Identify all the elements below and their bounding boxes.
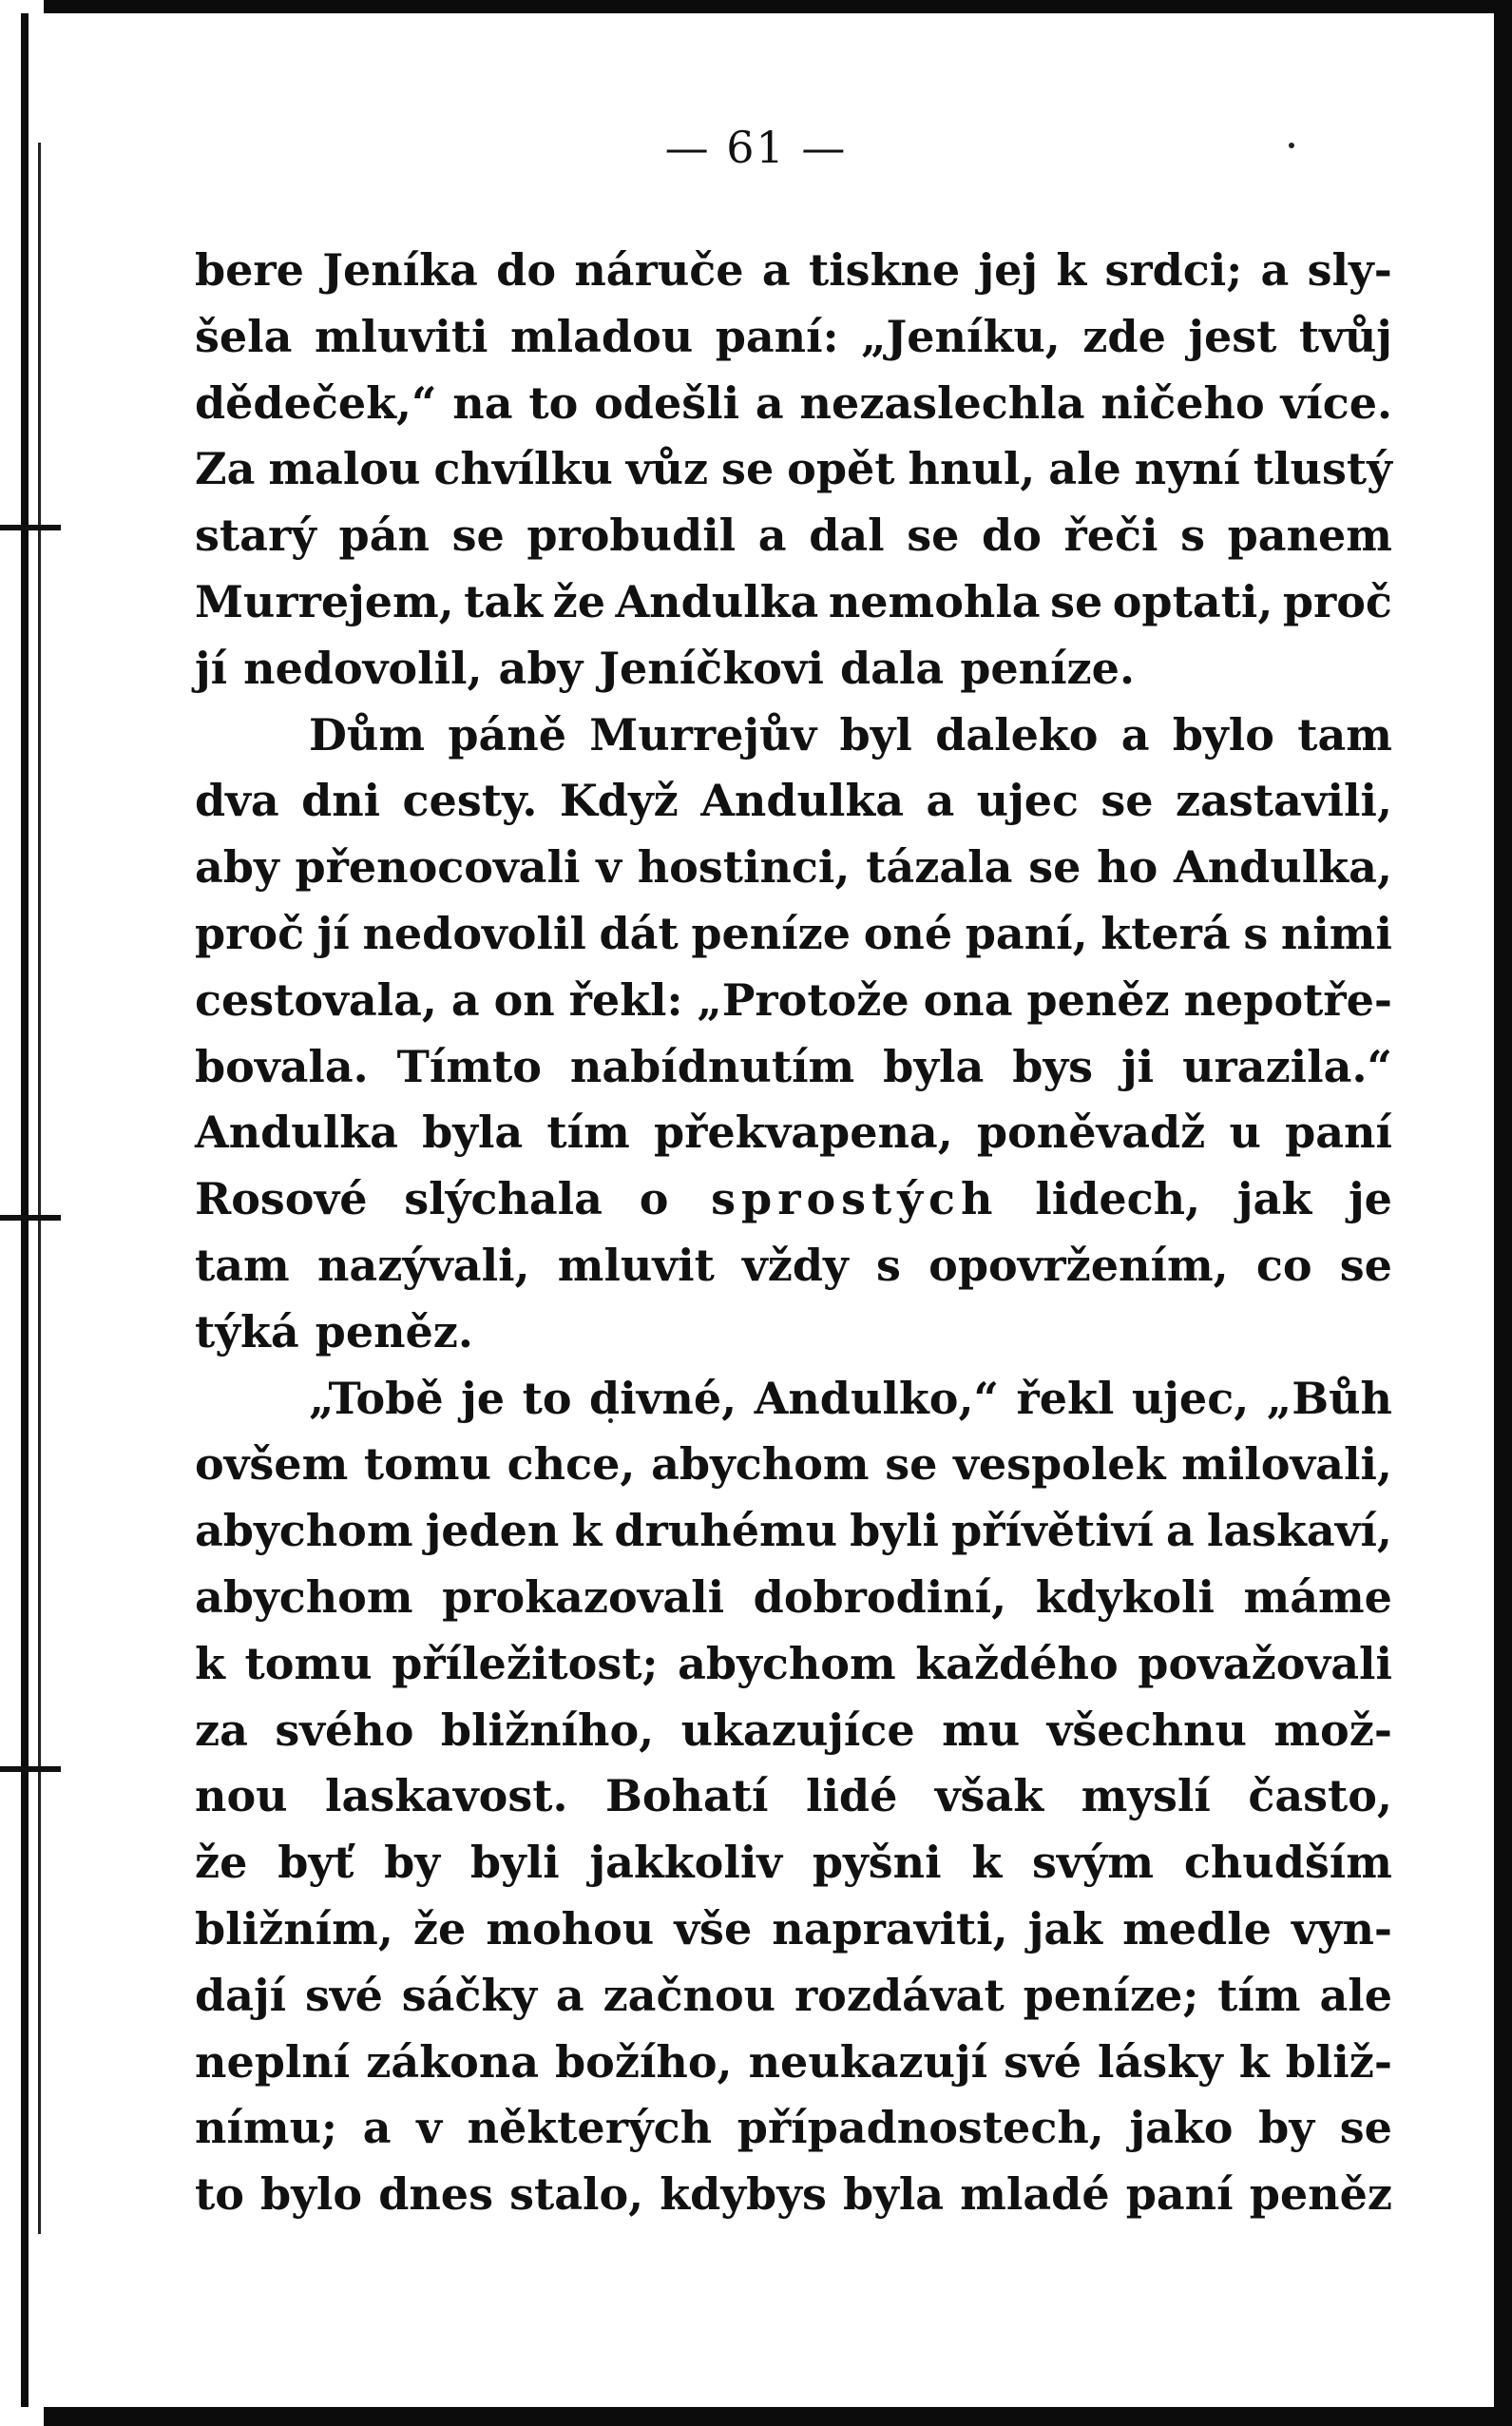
word: divné,: [589, 1372, 737, 1424]
word: Murrejův: [589, 708, 817, 761]
word: bys: [1012, 1040, 1094, 1092]
word: bere: [195, 244, 304, 296]
word: mluviti: [314, 310, 488, 362]
word: svým: [1032, 1837, 1155, 1889]
word: je: [461, 1372, 506, 1424]
word: tlustý: [1253, 443, 1392, 495]
word: chvílku: [433, 443, 613, 495]
word: nabídnutím: [569, 1040, 855, 1092]
word: on: [493, 973, 555, 1026]
word: s: [876, 1239, 901, 1291]
word: božího,: [554, 2035, 733, 2088]
word: byla: [422, 1107, 524, 1159]
word: nimi: [1280, 907, 1392, 959]
word: máme: [1243, 1570, 1392, 1623]
word: zákona: [366, 2035, 539, 2088]
word: paní,: [965, 907, 1088, 959]
word: kdykoli: [1035, 1570, 1215, 1623]
word: dni: [301, 775, 381, 827]
word: dala: [839, 642, 945, 694]
word: a: [761, 244, 791, 296]
word: přenocovali: [295, 841, 581, 894]
word: slýchala: [404, 1173, 603, 1225]
word: vyn-: [1292, 1902, 1392, 1954]
text-line: [195, 1300, 1392, 1366]
word: nemohla: [828, 575, 1041, 627]
word: Tímto: [396, 1040, 542, 1092]
word: Za: [195, 443, 256, 495]
text-line: [195, 1166, 1392, 1233]
word: že: [552, 575, 605, 627]
word: odešli: [594, 376, 740, 429]
word: cesty.: [402, 775, 538, 827]
word: bylo: [1172, 708, 1274, 761]
word: proč: [195, 907, 305, 959]
word: nezaslechla: [799, 376, 1085, 429]
word: oné: [863, 907, 953, 959]
text-line: [195, 1100, 1392, 1166]
word: byli: [469, 1837, 560, 1889]
word: jakkoliv: [589, 1837, 783, 1889]
word: tam: [195, 1239, 290, 1291]
word: srdci;: [1104, 244, 1243, 296]
word: Andulka,: [1174, 841, 1392, 894]
word: peníze;: [1023, 1969, 1199, 2021]
word: chce,: [507, 1438, 636, 1491]
word: přívětiví: [951, 1505, 1154, 1557]
text-line: [195, 436, 1392, 503]
word: Bohatí: [604, 1770, 769, 1822]
text-line: [195, 1034, 1392, 1101]
word: tiskne: [808, 244, 961, 296]
text-line: [195, 768, 1392, 835]
word: a: [362, 2102, 392, 2154]
word: o: [639, 1173, 675, 1225]
text-line: [195, 238, 1392, 304]
word: Dům: [309, 708, 426, 761]
word: byli: [850, 1505, 940, 1557]
text-line: [195, 1366, 1392, 1433]
word: milovali,: [1181, 1438, 1392, 1491]
word: probudil: [526, 510, 737, 562]
word: jí: [195, 642, 228, 694]
word: Když: [559, 775, 679, 827]
binding-mark: [0, 1215, 61, 1221]
word: lásky: [1097, 2035, 1223, 2088]
word: co: [1255, 1239, 1312, 1291]
word: s: [1180, 510, 1206, 562]
word: ukazujíce: [680, 1704, 915, 1756]
word: však: [934, 1770, 1044, 1822]
word: ujec: [976, 775, 1080, 827]
word: vše: [674, 1902, 753, 1954]
text-line: [195, 1897, 1392, 1963]
word: že: [412, 1902, 467, 1954]
word: mohou: [486, 1902, 655, 1954]
word: hostinci,: [637, 841, 851, 894]
word: a: [555, 1969, 584, 2021]
word: ničeho: [1101, 376, 1265, 429]
word: abychom: [195, 1505, 413, 1557]
text-line: [195, 1763, 1392, 1830]
word: bovala.: [195, 1040, 369, 1092]
word: a: [1120, 708, 1150, 761]
word: ona: [923, 973, 1013, 1026]
word: šela: [195, 310, 293, 362]
word: cestovala,: [195, 973, 437, 1026]
text-line: [195, 901, 1392, 968]
word: by: [1258, 2102, 1315, 2154]
word: bližního,: [440, 1704, 655, 1756]
word: kdybys: [660, 2168, 827, 2221]
word: že: [195, 1837, 248, 1889]
word: laskavost.: [325, 1770, 568, 1822]
word: ale: [1319, 1969, 1392, 2021]
word: druhému: [614, 1505, 838, 1557]
word: bylo: [260, 2168, 363, 2221]
word: nedovolil,: [243, 642, 483, 694]
word: dát: [599, 907, 679, 959]
word: „Bůh: [1266, 1372, 1392, 1424]
text-line: [195, 1498, 1392, 1565]
word: mluvit: [557, 1239, 715, 1291]
text-line: [195, 2162, 1392, 2228]
word: dal: [809, 510, 885, 562]
word: zastavili,: [1175, 775, 1392, 827]
text-line: [195, 1698, 1392, 1764]
word: medle: [1122, 1902, 1272, 1954]
word: rozdávat: [794, 1969, 1005, 2021]
word: vůz: [625, 443, 709, 495]
word: nímu;: [195, 2102, 338, 2154]
word: a: [1165, 1505, 1195, 1557]
word: začnou: [603, 1969, 776, 2021]
page-number: — 61 —: [664, 122, 848, 173]
word: „Tobě: [309, 1372, 444, 1424]
word: poněvadž: [976, 1107, 1206, 1159]
word: náruče: [574, 244, 744, 296]
word: je: [1349, 1173, 1392, 1225]
word: byla: [883, 1040, 985, 1092]
word: k: [195, 1637, 225, 1689]
word: dají: [195, 1969, 287, 2021]
word: týká: [195, 1305, 299, 1357]
binding-mark: [0, 1766, 61, 1772]
word: opět: [787, 443, 895, 495]
text-line: [195, 569, 1392, 636]
word: mladé: [960, 2168, 1110, 2221]
text-line: [195, 371, 1392, 437]
word: jest: [1188, 310, 1277, 362]
word: dobrodiní,: [753, 1570, 1007, 1623]
word: Andulka: [700, 775, 905, 827]
text-line: [195, 1631, 1392, 1698]
word: zde: [1082, 310, 1166, 362]
word: napraviti,: [772, 1902, 1008, 1954]
word: neplní: [195, 2035, 351, 2088]
word: více.: [1280, 376, 1392, 429]
word: do: [982, 510, 1042, 562]
word: „Jeníku,: [861, 310, 1061, 362]
word: příležitost;: [392, 1637, 659, 1689]
word: a: [450, 973, 480, 1026]
word: tázala: [866, 841, 1013, 894]
word: a: [757, 510, 787, 562]
text-line: [195, 968, 1392, 1034]
word: v: [596, 841, 622, 894]
word: Jeníčkovi: [599, 642, 824, 694]
text-line: [195, 2030, 1392, 2096]
word: řekl: [1016, 1372, 1115, 1424]
word: každého: [915, 1637, 1119, 1689]
word: stalo,: [509, 2168, 644, 2221]
word: nazývali,: [316, 1239, 530, 1291]
word: aby: [195, 841, 279, 894]
word: nou: [195, 1770, 288, 1822]
word: byť: [278, 1837, 354, 1889]
word: s: [1243, 907, 1269, 959]
word: sly-: [1307, 244, 1392, 296]
text-line: [195, 636, 1392, 703]
word: panem: [1227, 510, 1392, 562]
word: k: [571, 1505, 603, 1557]
text-line: [195, 304, 1392, 371]
word: svého: [275, 1704, 414, 1756]
word: se: [1050, 575, 1103, 627]
word: své: [304, 1969, 383, 2021]
word: to: [522, 1372, 572, 1424]
word: bližním,: [195, 1902, 393, 1954]
word: nyní: [1134, 443, 1240, 495]
word: tvůj: [1298, 310, 1392, 362]
word: opovržením,: [928, 1239, 1229, 1291]
scan-border-right: [1494, 0, 1512, 2426]
word: do: [496, 244, 557, 296]
word: některých: [467, 2102, 713, 2154]
word: mu: [942, 1704, 1021, 1756]
word: aby: [498, 642, 584, 694]
text-line: [195, 503, 1392, 569]
word: laskaví,: [1206, 1505, 1392, 1557]
word: to: [195, 2168, 244, 2221]
word: často,: [1248, 1770, 1392, 1822]
word: Andulko,“: [754, 1372, 999, 1424]
word: řekl:: [568, 973, 683, 1026]
text-line: [195, 1432, 1392, 1498]
text-line: [195, 1233, 1392, 1300]
word: páně: [448, 708, 566, 761]
word: se: [1339, 1239, 1392, 1291]
word: za: [195, 1704, 248, 1756]
word: mladou: [509, 310, 694, 362]
text-line: [195, 1565, 1392, 1631]
word: abychom: [651, 1438, 870, 1491]
word: jak: [1236, 1173, 1312, 1225]
text-line: [195, 2095, 1392, 2162]
binding-inner-rule: [38, 143, 41, 2234]
word: tak: [464, 575, 544, 627]
word: vespolek: [953, 1438, 1166, 1491]
word: se: [907, 510, 960, 562]
word: všechnu: [1046, 1704, 1247, 1756]
word: řeči: [1063, 510, 1158, 562]
word: se: [885, 1438, 938, 1491]
word: peněz.: [315, 1305, 473, 1357]
binding-mark: [0, 525, 61, 530]
word: „Protože: [697, 973, 909, 1026]
word: jeden: [425, 1505, 560, 1557]
word: tím: [546, 1107, 630, 1159]
word: své: [1004, 2035, 1081, 2088]
word: lidé: [805, 1770, 898, 1822]
word: jej: [978, 244, 1039, 296]
word: bliž-: [1285, 2035, 1392, 2088]
word: to: [528, 376, 579, 429]
word: starý: [195, 510, 316, 562]
word: která: [1101, 907, 1231, 959]
word: Andulka: [195, 1107, 398, 1159]
scan-border-bottom: [0, 2407, 1512, 2426]
word: se: [451, 510, 505, 562]
word: paní:: [715, 310, 839, 362]
word: k: [1056, 244, 1087, 296]
word: Andulka: [615, 575, 819, 627]
word: daleko: [935, 708, 1099, 761]
word: k: [971, 1837, 1003, 1889]
word: a: [1260, 244, 1290, 296]
word: myslí: [1081, 1770, 1211, 1822]
word: nedovolil: [362, 907, 586, 959]
text-line: [195, 703, 1392, 769]
word: chudším: [1183, 1837, 1392, 1889]
binding-edge-rule: [21, 13, 29, 2407]
word: překvapena,: [653, 1107, 953, 1159]
word: peněz: [1249, 2168, 1392, 2221]
word: dva: [195, 775, 279, 827]
word: sáčky: [401, 1969, 538, 2021]
word: jako: [1129, 2102, 1234, 2154]
word: peněz: [1026, 973, 1170, 1026]
word: dnes: [378, 2168, 493, 2221]
word: lidech,: [1035, 1173, 1201, 1225]
word: dědeček,“: [195, 376, 437, 429]
word: sprostých: [711, 1173, 999, 1225]
word: paní: [1285, 1107, 1392, 1159]
word: ujec,: [1131, 1372, 1250, 1424]
text-line: [195, 1830, 1392, 1897]
word: u: [1229, 1107, 1261, 1159]
word: tomu: [363, 1438, 491, 1491]
body-text: [195, 238, 1392, 2228]
word: peníze.: [960, 642, 1135, 694]
word: abychom: [195, 1570, 413, 1623]
word: tam: [1297, 708, 1392, 761]
word: pyšni: [812, 1837, 942, 1889]
word: ovšem: [195, 1438, 349, 1491]
word: Murrejem,: [195, 575, 454, 627]
word: se: [1028, 841, 1081, 894]
word: pán: [338, 510, 430, 562]
word: tomu: [244, 1637, 373, 1689]
word: Jeníka: [322, 244, 478, 296]
word: vždy: [742, 1239, 849, 1291]
word: a: [926, 775, 955, 827]
word: neukazují: [748, 2035, 988, 2088]
word: ho: [1097, 841, 1158, 894]
word: proč: [1282, 575, 1392, 627]
word: optati,: [1112, 575, 1273, 627]
word: považovali: [1138, 1637, 1392, 1689]
word: se: [721, 443, 775, 495]
word: k: [1238, 2035, 1270, 2088]
word: prokazovali: [442, 1570, 725, 1623]
word: urazila.“: [1182, 1040, 1392, 1092]
word: paní: [1125, 2168, 1234, 2221]
word: malou: [268, 443, 421, 495]
word: byla: [842, 2168, 945, 2221]
word: ji: [1121, 1040, 1155, 1092]
scan-border-top: [0, 0, 1512, 13]
word: ale: [1048, 443, 1121, 495]
text-line: [195, 835, 1392, 901]
word: byl: [839, 708, 912, 761]
word: peníze: [691, 907, 852, 959]
word: Rosové: [195, 1173, 368, 1225]
word: mož-: [1273, 1704, 1392, 1756]
word: na: [452, 376, 513, 429]
word: hnul,: [908, 443, 1036, 495]
word: jak: [1027, 1902, 1103, 1954]
word: tím: [1217, 1969, 1301, 2021]
word: abychom: [678, 1637, 896, 1689]
word: se: [1101, 775, 1154, 827]
word: a: [755, 376, 784, 429]
text-line: [195, 1963, 1392, 2030]
word: se: [1339, 2102, 1392, 2154]
word: v: [416, 2102, 442, 2154]
word: jí: [316, 907, 350, 959]
word: případnostech,: [737, 2102, 1104, 2154]
word: by: [384, 1837, 441, 1889]
word: nepotře-: [1183, 973, 1392, 1026]
